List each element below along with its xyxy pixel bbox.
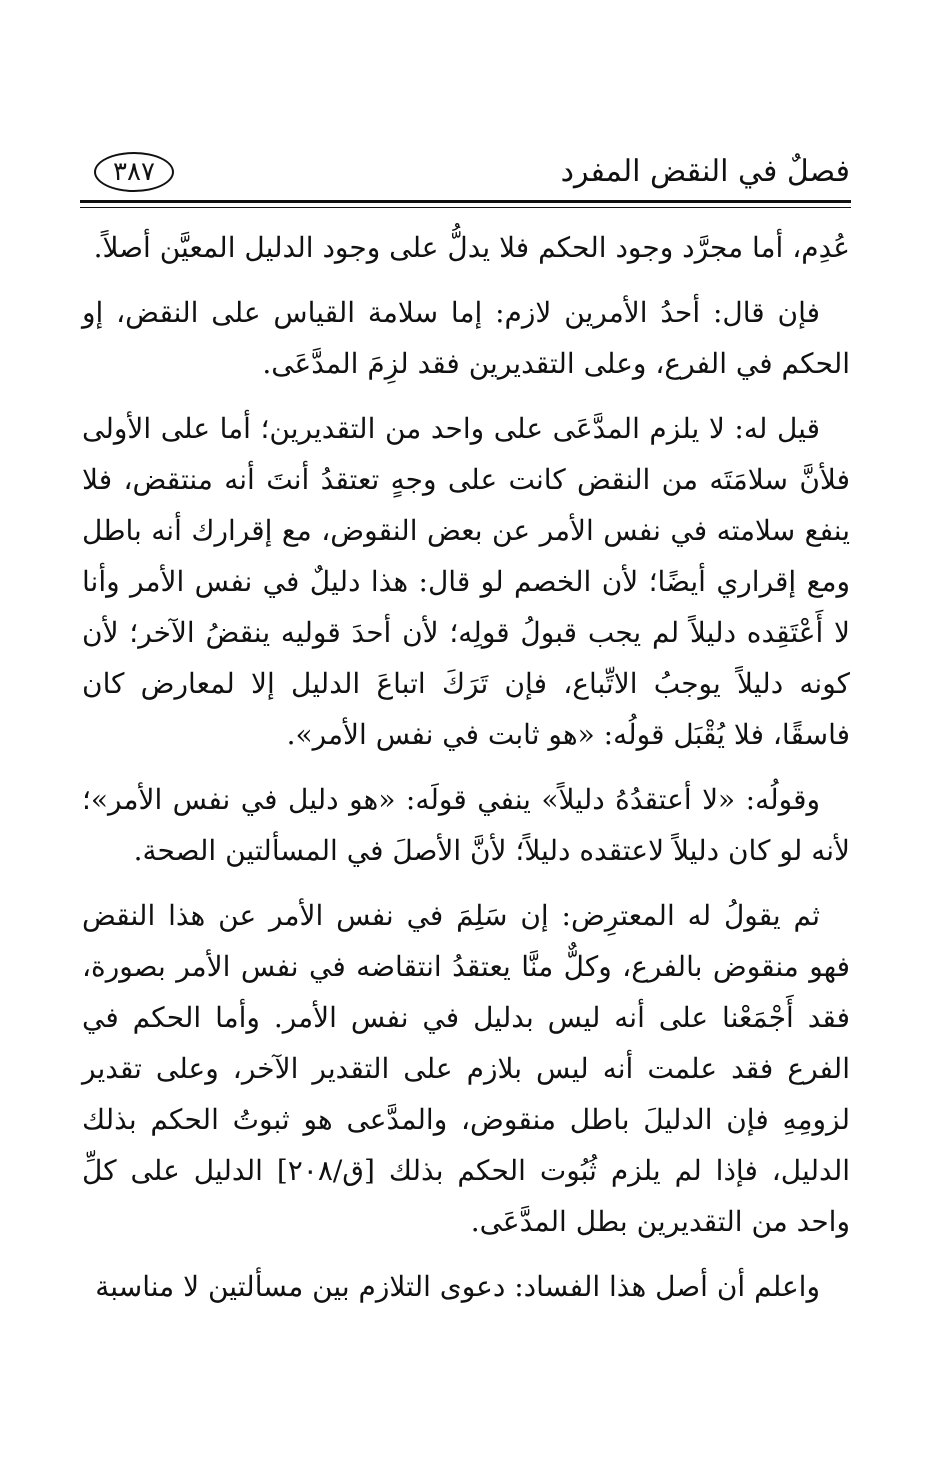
paragraph: ثم يقولُ له المعترِض: إن سَلِمَ في نفس الأمر عن هذا النقض فهو منقوض بالفرع، وكلٌّ منَّا يعتقدُ انتقاضه في نفس الأمر بصورة، فقد أَجْمَعْنا على أنه ليس بدليل في نفس الأمر. وأما الحكم في الفرع فقد علمت أنه ليس بلازم على التقدير الآخر، وعلى تقدير لزومِهِ فإن الدليلَ باطل منقوض، والمدَّعى هو ثبوتُ الحكم بذلك الدليل، فإذا لم يلزم ثُبُوت الحكم بذلك [ق/٢٠٨] الدليل على كلِّ واحد من التقديرين بطل المدَّعَى. (82, 899, 850, 1238)
header-divider-thin (80, 207, 851, 208)
main-text (82, 222, 850, 1312)
paragraph: وقولُه: «لا أعتقدُهُ دليلاً» ينفي قولَه: «هو دليل في نفس الأمر»؛ لأنه لو كان دليلاً لاعتقده دليلاً؛ لأنَّ الأصلَ في المسألتين الصحة. (82, 783, 850, 867)
running-title: فصلٌ في النقض المفرد (560, 154, 850, 189)
header-divider-thick (80, 200, 851, 203)
page-number-badge: ٣٨٧ (94, 152, 174, 192)
page-header (80, 148, 850, 194)
paragraph: واعلم أن أصل هذا الفساد: دعوى التلازم بين مسألتين لا مناسبة (95, 1270, 820, 1303)
paragraph: قيل له: لا يلزم المدَّعَى على واحد من التقديرين؛ أما على الأولى فلأنَّ سلامَتَه من النقض كانت على وجهٍ تعتقدُ أنتَ أنه منتقض، فلا ينفع سلامته في نفس الأمر عن بعض النقوض، مع إقرارك أنه باطل ومع إقراري أيضًا؛ لأن الخصم لو قال: هذا دليلٌ في نفس الأمر وأنا لا أَعْتَقِده دليلاً لم يجب قبولُ قولِه؛ لأن أحدَ قوليه ينقضُ الآخر؛ لأن كونه دليلاً يوجبُ الاتِّباع، فإن تَرَكَ اتباعَ الدليل إلا لمعارض كان فاسقًا، فلا يُقْبَل قولُه: «هو ثابت في نفس الأمر». (82, 412, 850, 751)
paragraph-continuation: عُدِم، أما مجرَّد وجود الحكم فلا يدلُّ على وجود الدليل المعيَّن أصلاً. (93, 231, 850, 264)
paragraph: فإن قال: أحدُ الأمرين لازم: إما سلامة القياس على النقض، إو الحكم في الفرع، وعلى التقديرين فقد لزِمَ المدَّعَى. (82, 296, 850, 380)
